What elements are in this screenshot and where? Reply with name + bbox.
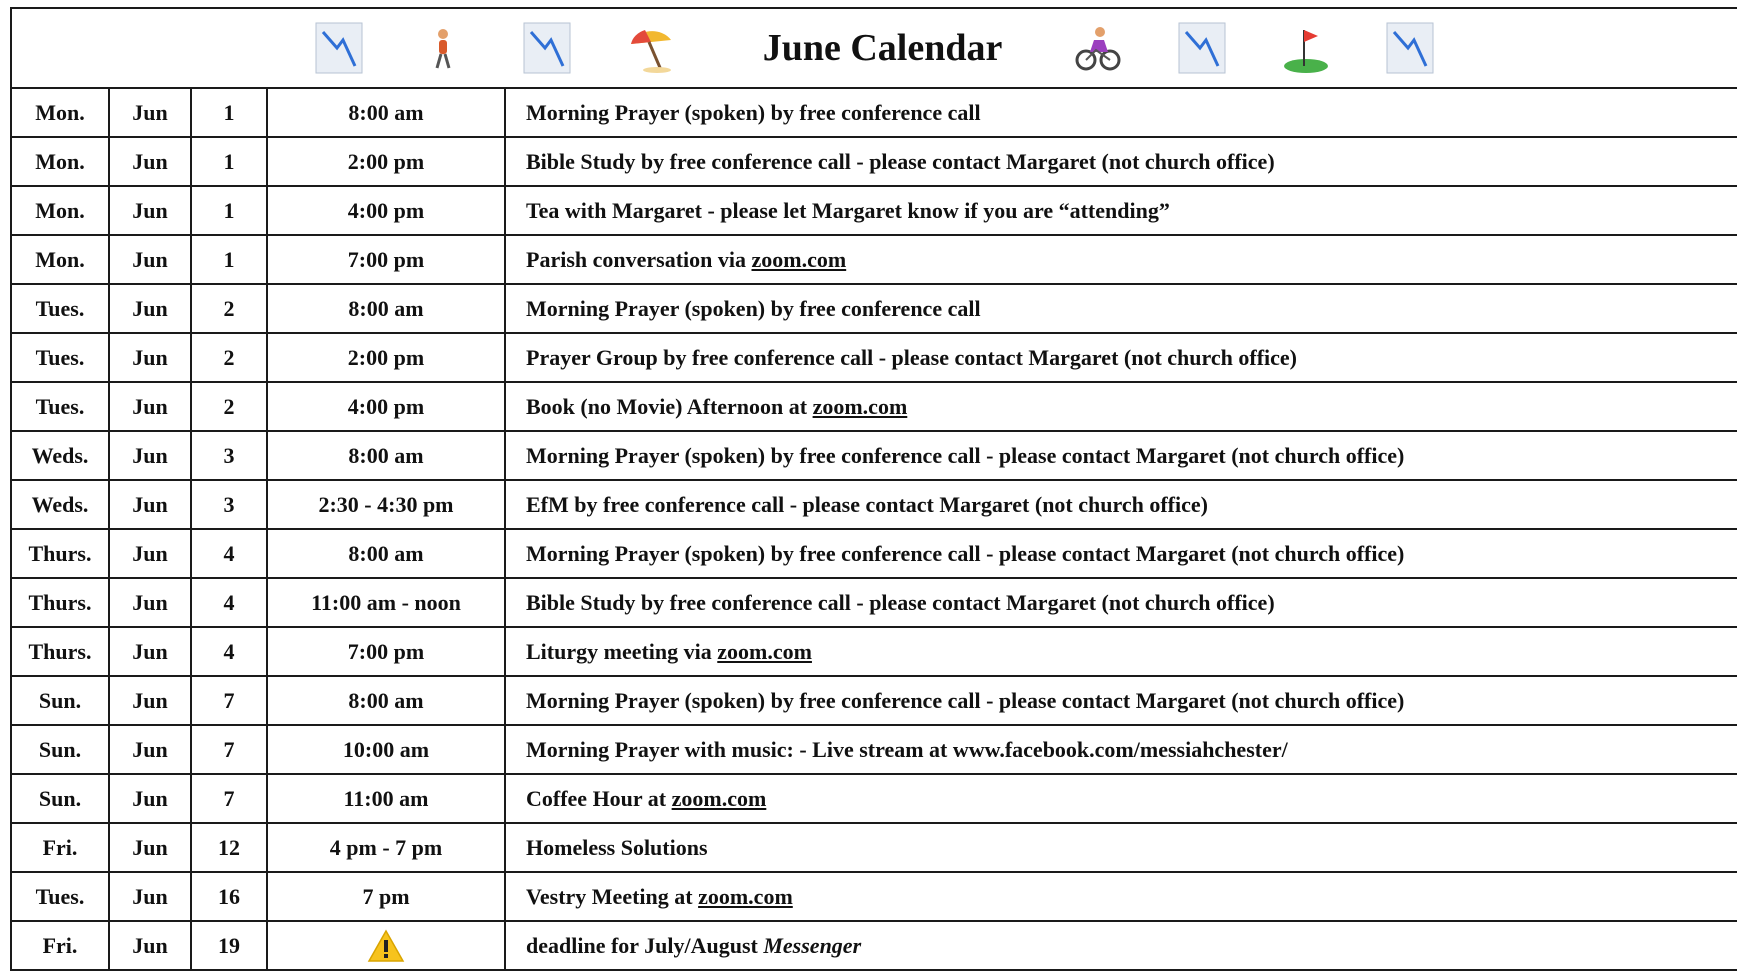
description-text: Book (no Movie) Afternoon at: [526, 393, 813, 419]
description-cell: [505, 774, 1737, 823]
date-cell: 1: [191, 88, 267, 137]
table-row: [11, 333, 1737, 382]
date-cell: 4: [191, 578, 267, 627]
day-cell: Sun.: [11, 725, 109, 774]
day-cell: Tues.: [11, 333, 109, 382]
date-cell: 1: [191, 186, 267, 235]
time-cell: 11:00 am - noon: [267, 578, 505, 627]
time-cell: 8:00 am: [267, 676, 505, 725]
description-text: Bible Study by free conference call - please contact Margaret (not church office): [526, 589, 1275, 615]
page-title: June Calendar: [762, 27, 1003, 69]
description-text: Morning Prayer (spoken) by free conference call - please contact Margaret (not church office): [526, 442, 1405, 468]
month-cell: Jun: [109, 382, 191, 431]
month-cell: Jun: [109, 725, 191, 774]
table-row: [11, 578, 1737, 627]
date-cell: 2: [191, 284, 267, 333]
description-cell: [505, 431, 1737, 480]
chart-decreasing-icon: [1178, 22, 1226, 74]
table-row: [11, 382, 1737, 431]
month-cell: Jun: [109, 235, 191, 284]
description-text: deadline for July/August: [526, 932, 764, 958]
chart-decreasing-icon: [315, 22, 363, 74]
description-cell: [505, 333, 1737, 382]
chart-decreasing-icon: [523, 22, 571, 74]
description-cell: [505, 578, 1737, 627]
calendar-table: [10, 7, 1737, 971]
description-text: Liturgy meeting via: [526, 638, 718, 664]
table-row: [11, 676, 1737, 725]
date-cell: 7: [191, 676, 267, 725]
month-cell: Jun: [109, 921, 191, 970]
time-cell: 8:00 am: [267, 88, 505, 137]
time-cell: 8:00 am: [267, 431, 505, 480]
description-text: Tea with Margaret - please let Margaret know if you are “attending”: [526, 197, 1170, 223]
table-row: [11, 480, 1737, 529]
time-cell: 7 pm: [267, 872, 505, 921]
month-cell: Jun: [109, 676, 191, 725]
month-cell: Jun: [109, 529, 191, 578]
description-italic: Messenger: [763, 932, 862, 958]
beach-umbrella-icon: [627, 22, 675, 74]
day-cell: Thurs.: [11, 529, 109, 578]
date-cell: 7: [191, 725, 267, 774]
description-cell: [505, 284, 1737, 333]
zoom-link[interactable]: zoom.com: [717, 638, 812, 664]
table-row: [11, 921, 1737, 970]
description-cell: [505, 529, 1737, 578]
time-cell: 11:00 am: [267, 774, 505, 823]
description-cell: [505, 921, 1737, 970]
date-cell: 7: [191, 774, 267, 823]
calendar-header-cell: [11, 8, 1737, 88]
time-cell: 2:00 pm: [267, 333, 505, 382]
day-cell: Tues.: [11, 382, 109, 431]
month-cell: Jun: [109, 578, 191, 627]
person-biking-icon: [1074, 22, 1122, 74]
description-text: Morning Prayer (spoken) by free conference call: [526, 295, 981, 321]
description-text: Prayer Group by free conference call - please contact Margaret (not church office): [526, 344, 1297, 370]
date-cell: 3: [191, 431, 267, 480]
calendar-header-row: [11, 8, 1737, 88]
time-cell: 2:30 - 4:30 pm: [267, 480, 505, 529]
month-cell: Jun: [109, 872, 191, 921]
time-cell: 8:00 am: [267, 529, 505, 578]
table-row: [11, 627, 1737, 676]
description-cell: [505, 480, 1737, 529]
zoom-link[interactable]: zoom.com: [812, 393, 908, 419]
zoom-link[interactable]: zoom.com: [671, 785, 767, 811]
zoom-link[interactable]: zoom.com: [698, 883, 793, 909]
description-text: Parish conversation via: [526, 246, 752, 272]
day-cell: Tues.: [11, 284, 109, 333]
description-text: Bible Study by free conference call - please contact Margaret (not church office): [526, 148, 1275, 174]
day-cell: Mon.: [11, 88, 109, 137]
date-cell: 1: [191, 235, 267, 284]
description-cell: [505, 823, 1737, 872]
description-text: Vestry Meeting at: [526, 883, 699, 909]
description-cell: [505, 725, 1737, 774]
date-cell: 4: [191, 627, 267, 676]
table-row: [11, 137, 1737, 186]
golf-flag-icon: [1282, 22, 1330, 74]
table-row: [11, 725, 1737, 774]
date-cell: 2: [191, 333, 267, 382]
day-cell: Thurs.: [11, 578, 109, 627]
time-cell: 7:00 pm: [267, 627, 505, 676]
table-row: [11, 88, 1737, 137]
description-text: Coffee Hour at: [526, 785, 672, 811]
month-cell: Jun: [109, 88, 191, 137]
description-cell: [505, 872, 1737, 921]
day-cell: Thurs.: [11, 627, 109, 676]
description-text: EfM by free conference call - please contact Margaret (not church office): [526, 491, 1208, 517]
date-cell: 19: [191, 921, 267, 970]
description-cell: [505, 137, 1737, 186]
date-cell: 16: [191, 872, 267, 921]
table-row: [11, 529, 1737, 578]
day-cell: Sun.: [11, 774, 109, 823]
table-row: [11, 872, 1737, 921]
table-row: [11, 774, 1737, 823]
time-cell: 4:00 pm: [267, 186, 505, 235]
day-cell: Weds.: [11, 431, 109, 480]
table-row: [11, 186, 1737, 235]
description-cell: [505, 186, 1737, 235]
month-cell: Jun: [109, 284, 191, 333]
person-walking-icon: [419, 22, 467, 74]
day-cell: Fri.: [11, 823, 109, 872]
description-cell: [505, 88, 1737, 137]
table-row: [11, 235, 1737, 284]
month-cell: Jun: [109, 480, 191, 529]
day-cell: Tues.: [11, 872, 109, 921]
day-cell: Mon.: [11, 235, 109, 284]
month-cell: Jun: [109, 431, 191, 480]
date-cell: 1: [191, 137, 267, 186]
date-cell: 2: [191, 382, 267, 431]
time-cell: 2:00 pm: [267, 137, 505, 186]
month-cell: Jun: [109, 137, 191, 186]
day-cell: Mon.: [11, 137, 109, 186]
date-cell: 12: [191, 823, 267, 872]
description-text: Morning Prayer with music: - Live stream at www.facebook.com/messiahchester/: [526, 736, 1288, 762]
warning-icon: [367, 931, 405, 956]
zoom-link[interactable]: zoom.com: [751, 246, 847, 272]
month-cell: Jun: [109, 774, 191, 823]
table-row: [11, 431, 1737, 480]
date-cell: 4: [191, 529, 267, 578]
time-cell: [267, 921, 505, 970]
month-cell: Jun: [109, 186, 191, 235]
time-cell: 7:00 pm: [267, 235, 505, 284]
time-cell: 8:00 am: [267, 284, 505, 333]
time-cell: 4:00 pm: [267, 382, 505, 431]
chart-decreasing-icon: [1386, 22, 1434, 74]
description-cell: [505, 627, 1737, 676]
time-cell: 4 pm - 7 pm: [267, 823, 505, 872]
description-text: Morning Prayer (spoken) by free conference call - please contact Margaret (not church office): [526, 540, 1405, 566]
month-cell: Jun: [109, 333, 191, 382]
table-row: [11, 823, 1737, 872]
day-cell: Weds.: [11, 480, 109, 529]
date-cell: 3: [191, 480, 267, 529]
time-cell: 10:00 am: [267, 725, 505, 774]
day-cell: Fri.: [11, 921, 109, 970]
description-text: Homeless Solutions: [526, 834, 708, 860]
description-cell: [505, 382, 1737, 431]
day-cell: Sun.: [11, 676, 109, 725]
description-text: Morning Prayer (spoken) by free conference call: [526, 99, 981, 125]
day-cell: Mon.: [11, 186, 109, 235]
table-row: [11, 284, 1737, 333]
month-cell: Jun: [109, 823, 191, 872]
description-text: Morning Prayer (spoken) by free conference call - please contact Margaret (not church office): [526, 687, 1405, 713]
description-cell: [505, 235, 1737, 284]
description-cell: [505, 676, 1737, 725]
month-cell: Jun: [109, 627, 191, 676]
calendar-rows: [11, 88, 1737, 970]
